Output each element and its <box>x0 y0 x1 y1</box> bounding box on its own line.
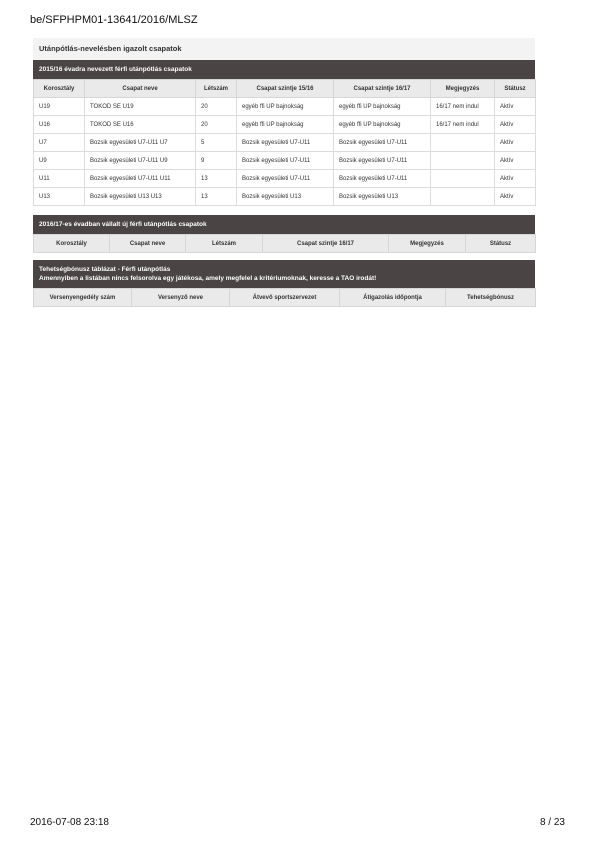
column-header: Csapat szintje 15/16 <box>237 80 334 98</box>
table-cell: Bozsik egyesületi U7-U11 <box>334 170 431 188</box>
table-cell <box>431 134 495 152</box>
table-cell: egyéb ffi UP bajnokság <box>237 116 334 134</box>
new-teams-table <box>33 234 536 253</box>
table-row <box>34 116 536 134</box>
table-cell: U19 <box>34 98 85 116</box>
column-header: Státusz <box>495 80 536 98</box>
column-header: Csapat szintje 16/17 <box>263 235 389 253</box>
table-row <box>34 134 536 152</box>
column-header: Csapat szintje 16/17 <box>334 80 431 98</box>
table-cell: 20 <box>196 98 237 116</box>
teams-section <box>33 38 535 206</box>
table3-title-block <box>33 260 535 288</box>
table-cell: U7 <box>34 134 85 152</box>
table-cell: Bozsik egyesületi U7-U11 U9 <box>85 152 196 170</box>
table-cell <box>431 188 495 206</box>
column-header: Korosztály <box>34 235 110 253</box>
column-header: Csapat neve <box>85 80 196 98</box>
table-cell <box>431 152 495 170</box>
table-cell: Bozsik egyesületi U7-U11 U11 <box>85 170 196 188</box>
document-id: be/SFPHPM01-13641/2016/MLSZ <box>30 14 198 26</box>
table3-title: Tehetségbónusz táblázat - Férfi utánpótlás <box>39 266 171 273</box>
table-row <box>34 98 536 116</box>
table-cell: Bozsik egyesületi U7-U11 <box>334 152 431 170</box>
column-header: Megjegyzés <box>431 80 495 98</box>
table-cell: Bozsik egyesületi U13 <box>237 188 334 206</box>
table-cell: Aktív <box>495 170 536 188</box>
column-header: Átvevő sportszervezet <box>230 289 340 307</box>
table-cell: Bozsik egyesületi U7-U11 <box>237 152 334 170</box>
talent-bonus-table <box>33 288 536 307</box>
table-cell: egyéb ffi UP bajnokság <box>334 98 431 116</box>
table2-header-row <box>34 235 536 253</box>
table-cell: TOKOD SE U16 <box>85 116 196 134</box>
table-row <box>34 170 536 188</box>
table-cell: U16 <box>34 116 85 134</box>
table-cell: egyéb ffi UP bajnokság <box>334 116 431 134</box>
page-number: 8 / 23 <box>539 817 565 828</box>
table-cell: TOKOD SE U19 <box>85 98 196 116</box>
table-cell: U11 <box>34 170 85 188</box>
table-cell: 13 <box>196 170 237 188</box>
table3-subtitle: Amennyiben a listában nincs felsorolva egy játékosa, amely megfelel a kritériumoknak, keresse a TAO irodát! <box>39 275 377 282</box>
table1-header-row <box>34 80 536 98</box>
column-header: Státusz <box>466 235 536 253</box>
column-header: Átigazolás időpontja <box>340 289 446 307</box>
column-header: Megjegyzés <box>389 235 466 253</box>
column-header: Létszám <box>186 235 263 253</box>
table-cell: Bozsik egyesületi U7-U11 <box>334 134 431 152</box>
table-cell: 13 <box>196 188 237 206</box>
table-cell: egyéb ffi UP bajnokság <box>237 98 334 116</box>
column-header: Létszám <box>196 80 237 98</box>
table3-header-row <box>34 289 536 307</box>
table-cell: 16/17 nem indul <box>431 116 495 134</box>
table-cell: Bozsik egyesületi U13 <box>334 188 431 206</box>
table-cell: Bozsik egyesületi U13 U13 <box>85 188 196 206</box>
table-cell: 9 <box>196 152 237 170</box>
column-header: Csapat neve <box>110 235 186 253</box>
table-cell: Aktív <box>495 116 536 134</box>
table1-title: 2015/16 évadra nevezett férfi utánpótlás csapatok <box>33 60 535 79</box>
column-header: Versenyző neve <box>132 289 230 307</box>
registered-teams-table <box>33 79 536 206</box>
table-cell: 16/17 nem indul <box>431 98 495 116</box>
section-title: Utánpótlás-nevelésben igazolt csapatok <box>33 38 535 60</box>
footer-timestamp: 2016-07-08 23:18 <box>30 817 109 828</box>
table-cell: Aktív <box>495 98 536 116</box>
table2-title: 2016/17-es évadban vállalt új férfi utánpótlás csapatok <box>33 215 535 234</box>
table-cell <box>431 170 495 188</box>
table-cell: Aktív <box>495 152 536 170</box>
table-cell: U13 <box>34 188 85 206</box>
new-teams-section <box>33 215 535 253</box>
column-header: Versenyengedély szám <box>34 289 132 307</box>
table-row <box>34 152 536 170</box>
table-cell: Bozsik egyesületi U7-U11 <box>237 134 334 152</box>
table-cell: Bozsik egyesületi U7-U11 U7 <box>85 134 196 152</box>
table-cell: 5 <box>196 134 237 152</box>
table-cell: U9 <box>34 152 85 170</box>
table-cell: Aktív <box>495 134 536 152</box>
table-cell: 20 <box>196 116 237 134</box>
column-header: Korosztály <box>34 80 85 98</box>
table-cell: Aktív <box>495 188 536 206</box>
table-row <box>34 188 536 206</box>
column-header: Tehetségbónusz <box>446 289 536 307</box>
talent-bonus-section <box>33 260 535 307</box>
table-cell: Bozsik egyesületi U7-U11 <box>237 170 334 188</box>
